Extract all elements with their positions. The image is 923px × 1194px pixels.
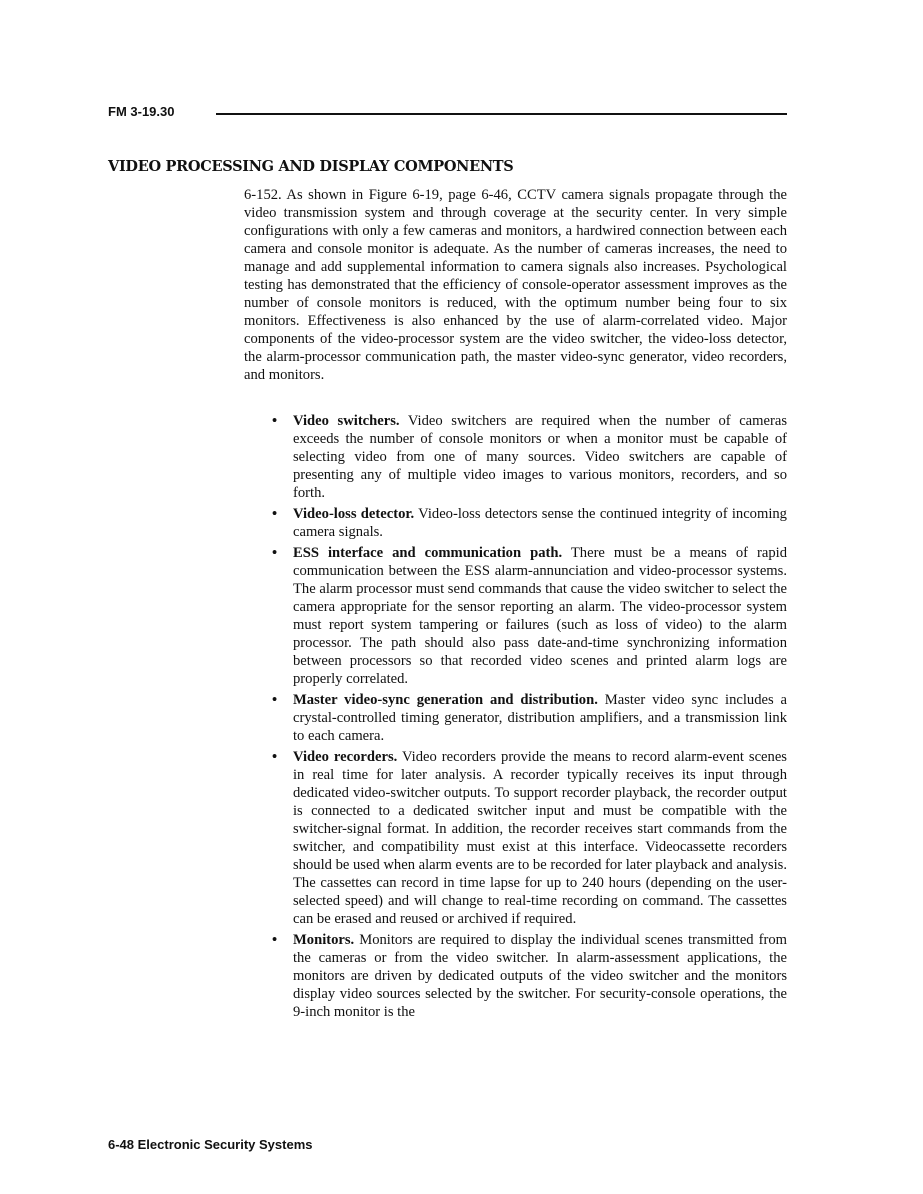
list-item-term: ESS interface and communication path. <box>293 545 563 561</box>
document-id: FM 3-19.30 <box>108 104 175 119</box>
list-item-term: Video recorders. <box>293 749 398 765</box>
list-item-text: Video recorders provide the means to record alarm-event scenes in real time for later analysis. A recorder typically receives its input through dedicated video-switcher outputs. To support recorder playback, the recorder output is connected to a dedicated switcher input and must be compatible with the switcher-signal format. In addition, the recorder receives start commands from the switcher, and compatibility must exist at this interface. Videocassette recorders should be used when alarm events are to be recorded for later playback and analysis. The cassettes can record in time lapse for up to 240 hours (depending on the user-selected speed) and will change to real-time recording on command. The cassettes can be erased and reused or archived if required. <box>293 749 787 927</box>
section-title: VIDEO PROCESSING AND DISPLAY COMPONENTS <box>108 158 514 175</box>
bullet-icon: • <box>272 749 278 765</box>
bullet-icon: • <box>272 692 278 708</box>
list-item <box>270 544 787 688</box>
list-item-text: Video switchers are required when the number of cameras exceeds the number of console monitors or when a monitor must be capable of selecting video from one of many sources. Video switchers are capable of presenting any of multiple video images to various monitors, recorders, and so forth. <box>293 413 788 501</box>
list-item <box>270 412 787 502</box>
component-list <box>270 412 787 1024</box>
list-item-term: Monitors. <box>293 932 355 948</box>
list-item-text: Video-loss detectors sense the continued integrity of incoming camera signals. <box>293 506 787 540</box>
list-item-text: Master video sync includes a crystal-controlled timing generator, distribution amplifiers, and a transmission link to each camera. <box>293 692 787 744</box>
bullet-icon: • <box>272 506 278 522</box>
list-item-term: Video-loss detector. <box>293 506 415 522</box>
list-item-text: Monitors are required to display the individual scenes transmitted from the cameras or from the video switcher. In alarm-assessment applications, the monitors are driven by dedicated outputs of the video switcher and the monitors display video sources selected by the switcher. For security-console operations, the 9-inch monitor is the <box>293 932 787 1020</box>
list-item <box>270 505 787 541</box>
list-item-term: Master video-sync generation and distribution. <box>293 692 598 708</box>
list-item <box>270 691 787 745</box>
list-item-text: There must be a means of rapid communication between the ESS alarm-annunciation and video-processor systems. The alarm processor must send commands that cause the video switcher to select the camera appropriate for the sensor reporting an alarm. The video-processor system must report system tampering or failures (such as loss of video) to the alarm processor. The path should also pass date-and-time synchronizing information between processors so that recorded video scenes and printed alarm logs are properly correlated. <box>293 545 788 687</box>
page-footer: 6-48 Electronic Security Systems <box>108 1137 313 1152</box>
bullet-icon: • <box>272 932 278 948</box>
list-item-term: Video switchers. <box>293 413 400 429</box>
header-rule <box>216 113 787 115</box>
bullet-icon: • <box>272 413 278 429</box>
list-item <box>270 931 787 1021</box>
list-item <box>270 748 787 928</box>
bullet-icon: • <box>272 545 278 561</box>
paragraph-6-152: 6-152. As shown in Figure 6-19, page 6-46, CCTV camera signals propagate through the video transmission system and through coverage at the security center. In very simple configurations with only a few cameras and monitors, a hardwired connection between each camera and console monitor is adequate. As the number of cameras increases, the need to manage and add supplemental information to camera signals also increases. Psychological testing has demonstrated that the efficiency of console-operator assessment improves as the number of console monitors is reduced, with the optimum number being four to six monitors. Effectiveness is also enhanced by the use of alarm-correlated video. Major components of the video-processor system are the video switcher, the video-loss detector, the alarm-processor communication path, the master video-sync generator, video recorders, and monitors. <box>244 187 787 383</box>
